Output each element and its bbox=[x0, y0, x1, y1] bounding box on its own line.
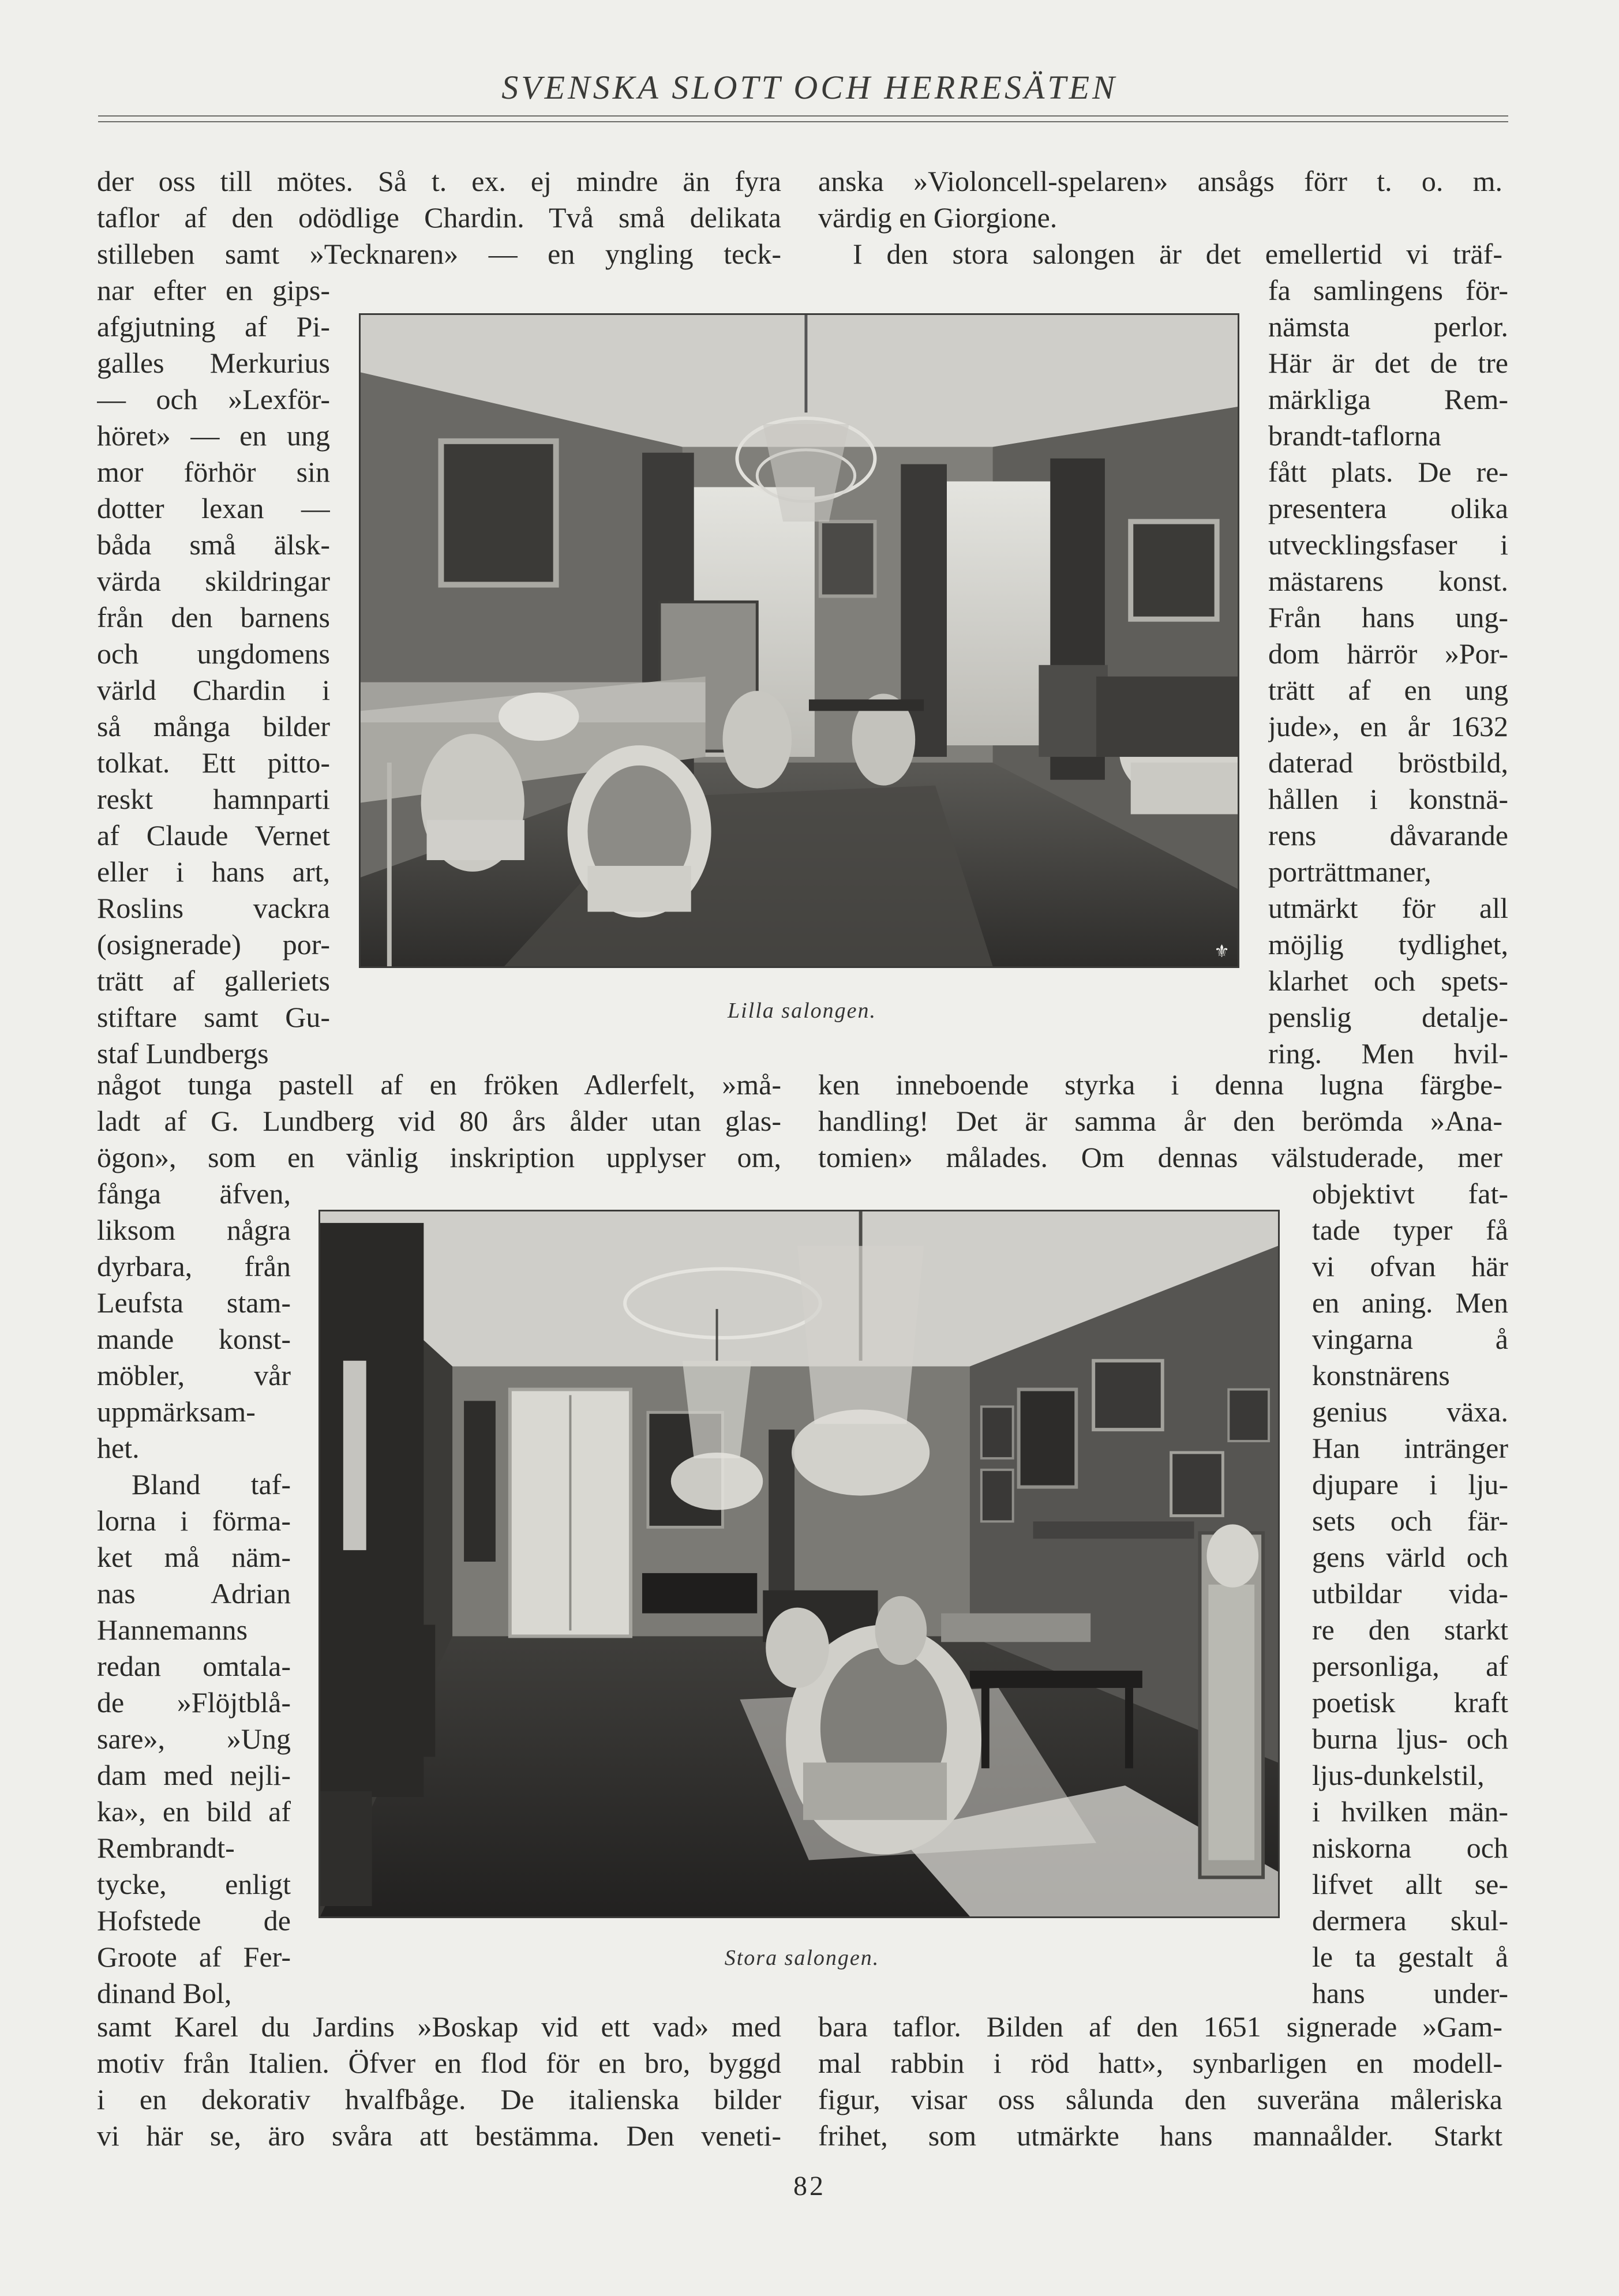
text-line: le ta gestalt å bbox=[1312, 1941, 1508, 1973]
text-line: mästarens konst. bbox=[1268, 565, 1508, 597]
text-line: fa samlingens för- bbox=[1268, 274, 1508, 306]
text-line: nar efter en gips- bbox=[97, 274, 330, 306]
text-line: sare», »Ung bbox=[97, 1723, 291, 1755]
text-line: mal rabbin i röd hatt», synbarligen en modell- bbox=[818, 2047, 1502, 2079]
text-line: ken inneboende styrka i denna lugna färgbe- bbox=[818, 1068, 1502, 1101]
text-line: konstnärens bbox=[1312, 1359, 1450, 1391]
text-line: dom härrör »Por- bbox=[1268, 637, 1508, 670]
text-line: het. bbox=[97, 1432, 140, 1464]
text-line: liksom några bbox=[97, 1214, 291, 1246]
text-line: rens dåvarande bbox=[1268, 819, 1508, 851]
caption-stora-salongen: Stora salongen. bbox=[724, 1946, 880, 1970]
running-head: SVENSKA SLOTT OCH HERRESÄTEN bbox=[501, 69, 1118, 106]
text-line: personliga, af bbox=[1312, 1650, 1508, 1682]
text-line: tomien» målades. Om dennas välstuderade, mer bbox=[818, 1141, 1502, 1173]
text-line: Hannemanns bbox=[97, 1614, 248, 1646]
text-line: värdig en Giorgione. bbox=[818, 201, 1058, 234]
text-line: handling! Det är samma år den berömda »Ana- bbox=[818, 1105, 1502, 1137]
text-line: brandt-taflorna bbox=[1268, 419, 1441, 452]
text-line: penslig detalje- bbox=[1268, 1001, 1508, 1033]
text-line: dermera skul- bbox=[1312, 1904, 1508, 1937]
text-line: en aning. Men bbox=[1312, 1286, 1508, 1319]
text-line: stilleben samt »Tecknaren» — en yngling teck- bbox=[97, 238, 781, 270]
text-line: figur, visar oss sålunda den suveräna måleriska bbox=[818, 2083, 1502, 2115]
page-number: 82 bbox=[793, 2171, 826, 2201]
text-line: der oss till mötes. Så t. ex. ej mindre än fyra bbox=[97, 165, 781, 197]
text-line: dinand Bol, bbox=[97, 1977, 232, 2009]
text-line: värda skildringar bbox=[97, 565, 330, 597]
text-line: tycke, enligt bbox=[97, 1868, 291, 1900]
text-line: (osignerade) por- bbox=[97, 928, 330, 961]
text-line: ring. Men hvil- bbox=[1268, 1037, 1508, 1070]
text-line: samt Karel du Jardins »Boskap vid ett vad» med bbox=[97, 2010, 781, 2043]
text-line: från den barnens bbox=[97, 601, 330, 633]
text-line: — och »Lexför- bbox=[97, 383, 330, 415]
text-line: båda små älsk- bbox=[97, 528, 330, 561]
text-line: hans under- bbox=[1312, 1977, 1508, 2009]
text-line: vingarna å bbox=[1312, 1323, 1508, 1355]
text-line: bara taflor. Bilden af den 1651 signerade »Gam- bbox=[818, 2010, 1502, 2043]
text-line: dyrbara, från bbox=[97, 1250, 291, 1282]
text-line: hållen i konstnä- bbox=[1268, 783, 1508, 815]
text-line: mande konst- bbox=[97, 1323, 291, 1355]
caption-lilla-salongen: Lilla salongen. bbox=[727, 999, 877, 1023]
text-line: Från hans ung- bbox=[1268, 601, 1508, 633]
text-line: något tunga pastell af en fröken Adlerfelt, »må- bbox=[97, 1068, 781, 1101]
text-line: gens värld och bbox=[1312, 1541, 1508, 1573]
text-line: Bland taf- bbox=[132, 1468, 291, 1500]
text-line: burna ljus- och bbox=[1312, 1723, 1508, 1755]
text-line: Rembrandt- bbox=[97, 1832, 235, 1864]
text-line: motiv från Italien. Öfver en flod för en bro, byggd bbox=[97, 2047, 781, 2079]
text-line: dotter lexan — bbox=[97, 492, 330, 524]
text-line: i en dekorativ hvalfbåge. De italienska bilder bbox=[97, 2083, 781, 2115]
text-line: staf Lundbergs bbox=[97, 1037, 269, 1070]
text-line: Han intränger bbox=[1312, 1432, 1508, 1464]
text-line: porträttmaner, bbox=[1268, 856, 1431, 888]
text-line: tade typer få bbox=[1312, 1214, 1508, 1246]
text-line: trätt af en ung bbox=[1268, 674, 1508, 706]
text-line: eller i hans art, bbox=[97, 856, 330, 888]
text-line: daterad bröstbild, bbox=[1268, 746, 1508, 779]
text-line: vi här se, äro svåra att bestämma. Den veneti- bbox=[97, 2119, 781, 2152]
text-line: utvecklingsfaser i bbox=[1268, 528, 1508, 561]
text-line: och ungdomens bbox=[97, 637, 330, 670]
text-line: lorna i förma- bbox=[97, 1505, 291, 1537]
text-line: sets och fär- bbox=[1312, 1505, 1508, 1537]
text-line: Groote af Fer- bbox=[97, 1941, 291, 1973]
text-line: tolkat. Ett pitto- bbox=[97, 746, 330, 779]
text-line: de »Flöjtblå- bbox=[97, 1686, 291, 1719]
text-line: stiftare samt Gu- bbox=[97, 1001, 330, 1033]
text-line: ladt af G. Lundberg vid 80 års ålder utan glas- bbox=[97, 1105, 781, 1137]
text-line: i hvilken män- bbox=[1312, 1795, 1508, 1828]
text-line: Hofstede de bbox=[97, 1904, 291, 1937]
text-line: genius växa. bbox=[1312, 1395, 1508, 1428]
text-line: frihet, som utmärkte hans mannaålder. Starkt bbox=[818, 2119, 1502, 2152]
text-line: vi ofvan här bbox=[1312, 1250, 1508, 1282]
text-line: uppmärksam- bbox=[97, 1395, 256, 1428]
text-line: redan omtala- bbox=[97, 1650, 291, 1682]
text-line: märkliga Rem- bbox=[1268, 383, 1508, 415]
text-line: lifvet allt se- bbox=[1312, 1868, 1508, 1900]
text-line: djupare i lju- bbox=[1312, 1468, 1508, 1500]
text-line: ket må näm- bbox=[97, 1541, 291, 1573]
printer-emblem-icon: ⚜ bbox=[1214, 942, 1230, 961]
text-line: så många bilder bbox=[97, 710, 330, 742]
text-line: reskt hamnparti bbox=[97, 783, 330, 815]
text-line: poetisk kraft bbox=[1312, 1686, 1508, 1719]
text-line: af Claude Vernet bbox=[97, 819, 330, 851]
text-line: nämsta perlor. bbox=[1268, 310, 1508, 343]
text-line: niskorna och bbox=[1312, 1832, 1508, 1864]
text-line: dam med nejli- bbox=[97, 1759, 291, 1791]
text-line: värld Chardin i bbox=[97, 674, 330, 706]
text-line: höret» — en ung bbox=[97, 419, 330, 452]
text-line: fånga äfven, bbox=[97, 1177, 291, 1210]
text-line: afgjutning af Pi- bbox=[97, 310, 330, 343]
text-line: I den stora salongen är det emellertid vi träf- bbox=[853, 238, 1502, 270]
text-line: galles Merkurius bbox=[97, 347, 330, 379]
text-line: Roslins vackra bbox=[97, 892, 330, 924]
text-line: utmärkt för all bbox=[1268, 892, 1508, 924]
text-line: ljus-dunkelstil, bbox=[1312, 1759, 1485, 1791]
text-line: mor förhör sin bbox=[97, 456, 330, 488]
text-line: Leufsta stam- bbox=[97, 1286, 291, 1319]
text-line: presentera olika bbox=[1268, 492, 1508, 524]
text-line: ögon», som en vänlig inskription upplyser om, bbox=[97, 1141, 781, 1173]
text-line: klarhet och spets- bbox=[1268, 965, 1508, 997]
text-line: taflor af den odödlige Chardin. Två små delikata bbox=[97, 201, 781, 234]
text-line: jude», en år 1632 bbox=[1268, 710, 1508, 742]
text-line: möbler, vår bbox=[97, 1359, 291, 1391]
text-line: möjlig tydlighet, bbox=[1268, 928, 1508, 961]
text-line: ka», en bild af bbox=[97, 1795, 291, 1828]
text-line: nas Adrian bbox=[97, 1577, 291, 1610]
text-line: trätt af galleriets bbox=[97, 965, 330, 997]
text-line: objektivt fat- bbox=[1312, 1177, 1508, 1210]
text-line: Här är det de tre bbox=[1268, 347, 1508, 379]
text-line: fått plats. De re- bbox=[1268, 456, 1508, 488]
text-line: utbildar vida- bbox=[1312, 1577, 1508, 1610]
text-line: re den starkt bbox=[1312, 1614, 1508, 1646]
text-line: anska »Violoncell-spelaren» ansågs förr t. o. m. bbox=[818, 165, 1502, 197]
